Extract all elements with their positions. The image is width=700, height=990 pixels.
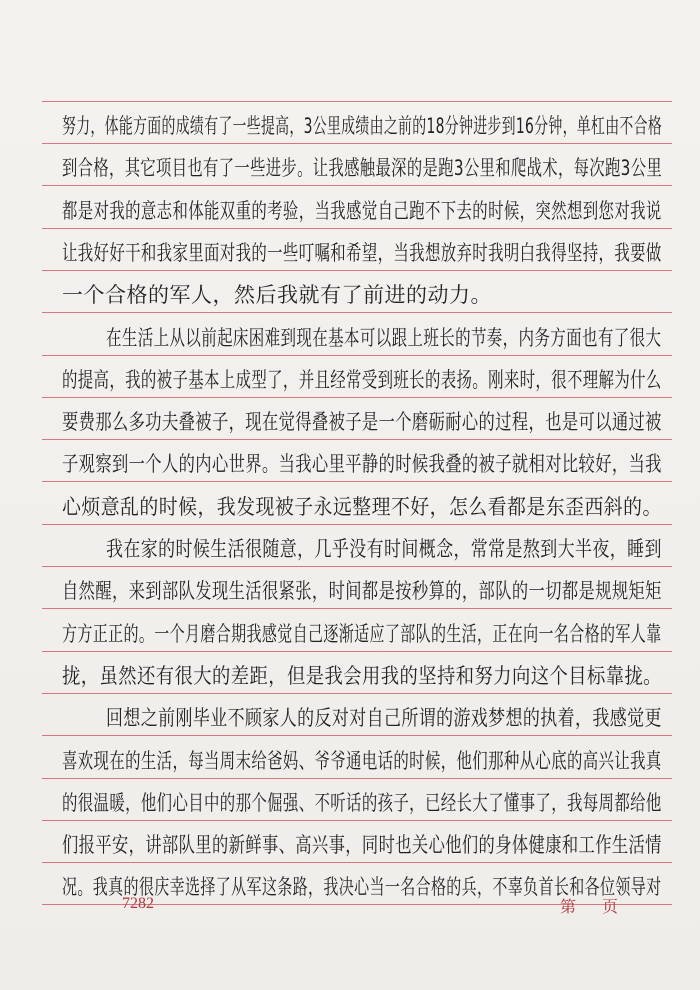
ruled-line [42,524,672,525]
page-number-label: 第页 [560,899,645,916]
ruled-line [42,651,672,652]
paragraph-start-line: 回想之前刚毕业不顾家人的反对对自己所谓的游戏梦想的执着，我感觉更 [106,706,662,731]
text-line: 喜欢现在的生活，每当周末给爸妈、爷爷通电话的时候，他们那种从心底的高兴让我真 [62,748,662,773]
ruled-line [42,608,672,609]
text-line: 拢，虽然还有很大的差距，但是我会用我的坚持和努力向这个目标靠拢。 [62,663,662,688]
text-line: 自然醒，来到部队发现生活很紧张，时间都是按秒算的，部队的一切都是规规矩矩 [62,579,662,604]
text-line: 方方正正的。一个月磨合期我感觉自己逐渐适应了部队的生活，正在向一名合格的军人靠 [62,621,662,646]
ruled-line [42,397,672,398]
ruled-line [42,693,672,694]
ruled-line [42,312,672,313]
ruled-line [42,143,672,144]
text-line: 子观察到一个人的内心世界。当我心里平静的时候我叠的被子就相对比较好，当我 [62,452,662,477]
text-line: 的提高，我的被子基本上成型了，并且经常受到班长的表扬。刚来时，很不理解为什么 [62,367,662,392]
ruled-line [42,355,672,356]
ruled-line [42,820,672,821]
ruled-line [42,862,672,863]
ruled-line [42,270,672,271]
ruled-line [42,228,672,229]
text-line: 要费那么多功夫叠被子，现在觉得叠被子是一个磨砺耐心的过程，也是可以通过被 [62,410,662,435]
paragraph-start-line: 在生活上从以前起床困难到现在基本可以跟上班长的节奏，内务方面也有了很大 [106,325,662,350]
text-line: 的很温暖，他们心目中的那个倔强、不听话的孩子，已经长大了懂事了，我每周都给他 [62,790,662,815]
ruled-line [42,101,672,102]
ruled-line [42,185,672,186]
ruled-line [42,439,672,440]
text-line: 们报平安，讲部队里的新鲜事、高兴事，同时也关心他们的身体健康和工作生活情 [62,833,662,858]
text-line: 况。我真的很庆幸选择了从军这条路，我决心当一名合格的兵，不辜负首长和各位领导对 [62,875,662,900]
ruled-line [42,481,672,482]
text-line: 让我好好干和我家里面对我的一些叮嘱和希望，当我想放弃时我明白我得坚持，我要做 [62,240,662,265]
text-line: 一个合格的军人，然后我就有了前进的动力。 [62,283,492,308]
text-line: 到合格，其它项目也有了一些进步。让我感触最深的是跑3公里和爬战术，每次跑3公里 [62,156,663,181]
text-line: 心烦意乱的时候，我发现被子永远整理不好，怎么看都是东歪西斜的。 [62,494,662,519]
text-line: 努力，体能方面的成绩有了一些提高，3公里成绩由之前的18分钟进步到16分钟，单杠由不合格 [62,114,663,138]
ruled-line [42,566,672,567]
ruled-line [42,735,672,736]
text-line: 都是对我的意志和体能双重的考验，当我感觉自己跑不下去的时候，突然想到您对我说 [62,198,662,223]
ruled-line [42,778,672,779]
paragraph-start-line: 我在家的时候生活很随意，几乎没有时间概念，常常是熬到大半夜，睡到 [106,537,662,561]
page-serial-number: 7282 [122,895,154,912]
